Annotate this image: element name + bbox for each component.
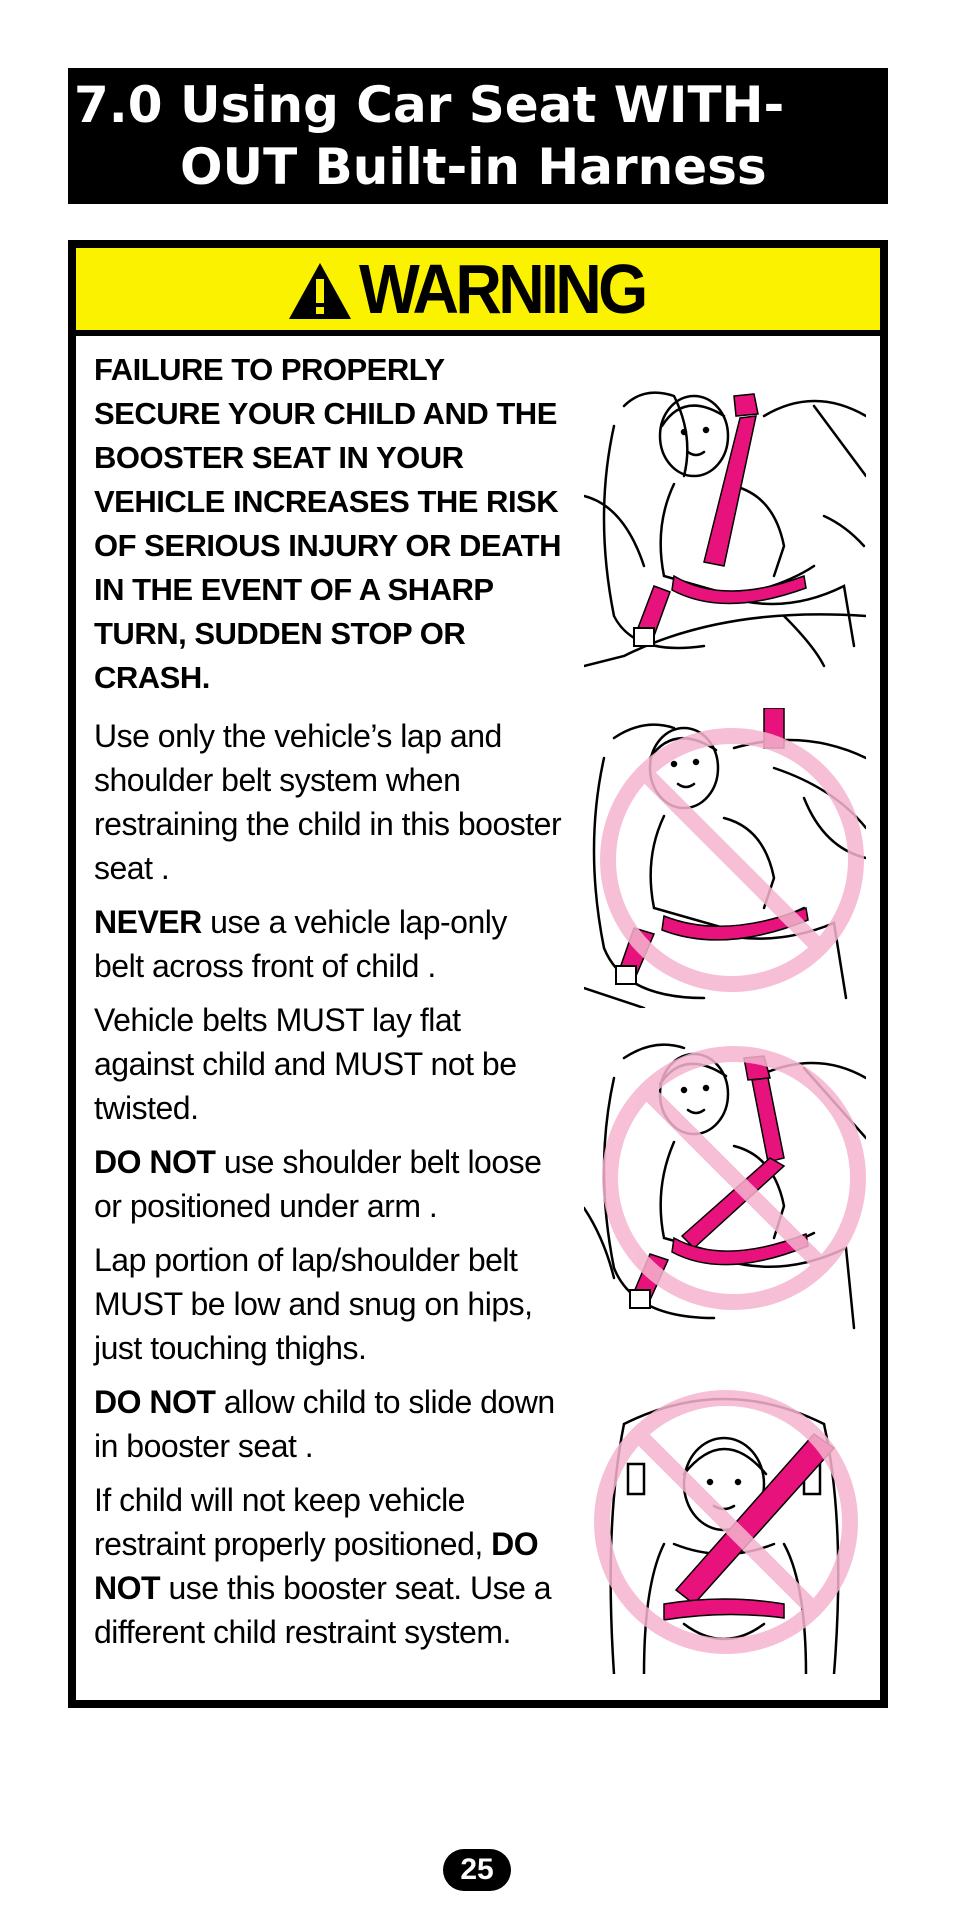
illustration-child-slid-down [584,1384,866,1674]
emphasis-do-not: DO NOT [94,1526,539,1606]
child-slide-down-prohibited-illustration [584,1384,866,1674]
warning-box [68,240,888,1708]
warning-para-slide-down [94,1380,564,1468]
warning-caps-text: FAILURE TO PROPERLY SECURE YOUR CHILD AND THE BOOSTER SEAT IN YOUR VEHICLE INCREASES THE RISK OF SERIOUS INJURY OR DEATH IN THE EVENT OF A SHARP TURN, SUDDEN STOP OR CRASH. [94,352,561,695]
para-text: use shoulder belt loose or positioned under arm . [94,1144,542,1224]
para-text: use this booster seat. Use a different child restraint system. [94,1570,552,1650]
emphasis-do-not: DO NOT [94,1384,216,1420]
warning-para-belts-flat: Vehicle belts MUST lay flat against child and MUST not be twisted. [94,1002,517,1126]
para-text: allow child to slide down in booster seat . [94,1384,555,1464]
emphasis-do-not: DO NOT [94,1144,216,1180]
shoulder-belt-misuse-prohibited-illustration [584,1038,866,1338]
illustration-correct-belt-use [584,366,866,676]
page-number: 25 [443,1849,511,1891]
para-text: If child will not keep vehicle restraint properly positioned, [94,1482,492,1562]
lap-only-belt-prohibited-illustration [584,708,866,1008]
illustration-lap-only-belt [584,708,866,1008]
warning-para-never-lap-only [94,900,564,988]
warning-para-lap-shoulder: Use only the vehicle’s lap and shoulder belt system when restraining the child in this booster seat . [94,718,562,886]
section-number: 7.0 [74,76,163,134]
para-text: use a vehicle lap-only belt across front of child . [94,904,507,984]
warning-para-lap-portion: Lap portion of lap/shoulder belt MUST be low and snug on hips, just touching thighs. [94,1242,533,1366]
warning-header [76,248,880,336]
child-in-booster-correct-illustration [584,366,866,676]
warning-para-restraint [94,1478,564,1654]
warning-triangle-icon [287,261,353,321]
section-title-line1: Using Car Seat WITH- [180,76,785,134]
emphasis-never: NEVER [94,904,202,940]
warning-para-shoulder-belt [94,1140,564,1228]
illustration-shoulder-belt-under-arm [584,1038,866,1338]
warning-label: WARNING [358,250,645,328]
section-title-bar [68,68,888,204]
section-title-line2: OUT Built-in Harness [180,138,767,196]
warning-text-column [94,348,564,1664]
